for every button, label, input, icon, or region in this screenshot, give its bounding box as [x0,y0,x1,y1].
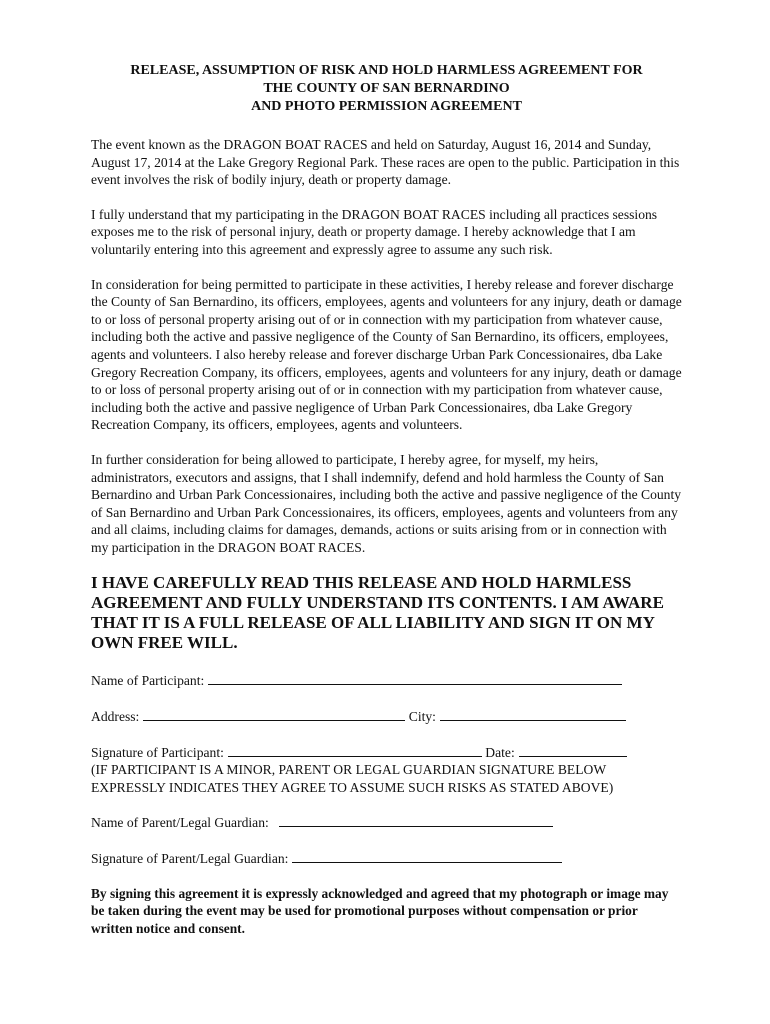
participant-signature-row [91,743,682,762]
participant-name-label: Name of Participant: [91,673,205,689]
acknowledgement-warning: I HAVE CAREFULLY READ THIS RELEASE AND HOLD HARMLESS AGREEMENT AND FULLY UNDERSTAND ITS CONTENTS. I AM AWARE THAT IT IS A FULL RELEASE OF ALL LIABILITY AND SIGN IT ON MY OWN FREE WILL. [91,573,664,653]
guardian-signature-label: Signature of Parent/Legal Guardian: [91,851,289,867]
event-paragraph: The event known as the DRAGON BOAT RACES and held on Saturday, August 16, 2014 and Sunday, August 17, 2014 at the Lake Gregory Regional Park. These races are open to the public. Participation in this event involves the risk of bodily injury, death or property damage. [91,137,680,188]
participant-signature-field[interactable] [228,743,482,757]
release-paragraph: In consideration for being permitted to participate in these activities, I hereby release and forever discharge the County of San Bernardino, its officers, employees, agents and volunteers for any injury, death or damage to or loss of personal property arising out of or in connection with my participation from whatever cause, including both the active and passive negligence of the County of San Bernardino, its officers, employees, agents and volunteers. I also hereby release and forever discharge Urban Park Concessionaires, dba Lake Gregory Recreation Company, its officers, employees, agents and volunteers for any injury, death or damage to or loss of personal property arising out of or in connection with my participation from whatever cause, including both the active and passive negligence of Urban Park Concessionaires, dba Lake Gregory Recreation Company, its officers, employees, agents and volunteers. [91,276,682,433]
title-line-2: THE COUNTY OF SAN BERNARDINO [263,81,510,96]
participant-name-field[interactable] [208,671,622,685]
guardian-name-field[interactable] [279,813,553,827]
address-field[interactable] [143,707,405,721]
date-label: Date: [485,744,515,760]
indemnify-paragraph: In further consideration for being allowed to participate, I hereby agree, for myself, my heirs, administrators, executors and assigns, that I shall indemnify, defend and hold harmless the County of San Bernardino and Urban Park Concessionaires, including both the active and passive negligence of the County of San Bernardino and Urban Park Concessionaires, its officers, employees, agents and volunteers from any and all claims, including claims for damages, demands, actions or suits arising from or in connection with my participation in the DRAGON BOAT RACES. [91,451,682,555]
participant-name-row [91,671,682,690]
minor-note-line-2: EXPRESSLY INDICATES THEY AGREE TO ASSUME SUCH RISKS AS STATED ABOVE) [91,779,614,795]
address-row [91,707,682,726]
address-label: Address: [91,709,140,725]
guardian-signature-row [91,849,682,868]
date-field[interactable] [519,743,627,757]
participant-signature-label: Signature of Participant: [91,744,224,760]
photo-permission-statement: By signing this agreement it is expressly acknowledged and agreed that my photograph or image may be taken during the event may be used for promotional purposes without compensation or prior written notice and consent. [91,885,669,936]
title-line-1: RELEASE, ASSUMPTION OF RISK AND HOLD HARMLESS AGREEMENT FOR [130,63,643,78]
document-title [91,62,682,116]
minor-note [91,761,682,796]
guardian-name-label: Name of Parent/Legal Guardian: [91,815,269,831]
guardian-name-row [91,813,682,832]
understanding-paragraph: I fully understand that my participating in the DRAGON BOAT RACES including all practices sessions exposes me to the risk of personal injury, death or property damage. I hereby acknowledge that I am voluntarily entering into this agreement and expressly agree to assume any such risk. [91,206,658,257]
city-label: City: [408,709,436,725]
city-field[interactable] [440,707,626,721]
guardian-signature-field[interactable] [292,849,562,863]
title-line-3: AND PHOTO PERMISSION AGREEMENT [251,99,522,114]
minor-note-line-1: (IF PARTICIPANT IS A MINOR, PARENT OR LEGAL GUARDIAN SIGNATURE BELOW [91,762,607,778]
